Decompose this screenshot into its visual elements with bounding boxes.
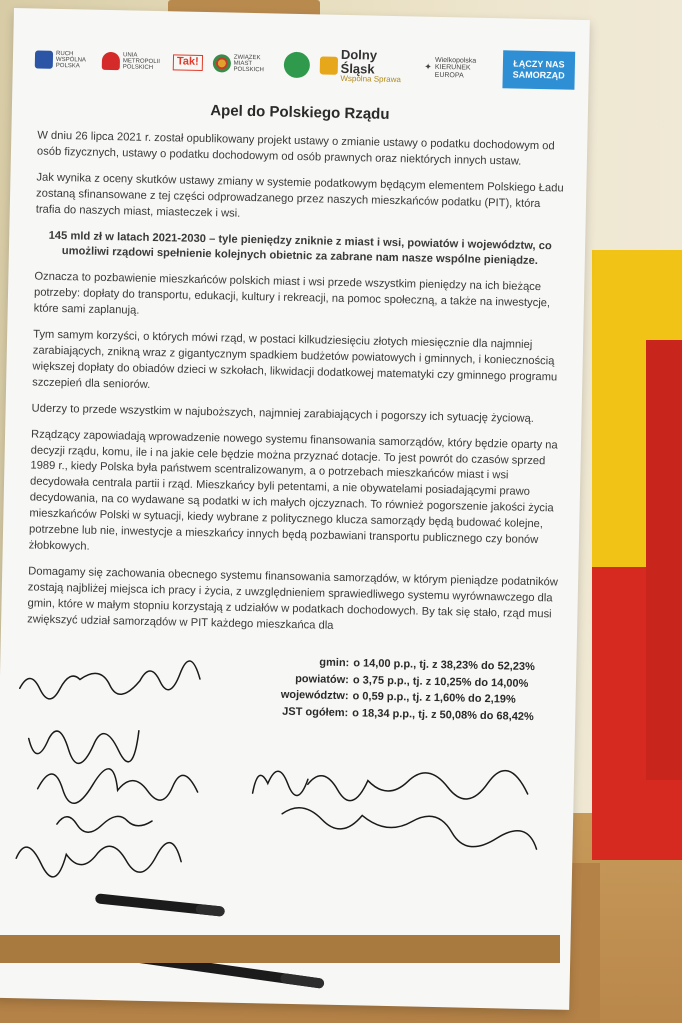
signature bbox=[282, 807, 538, 849]
signature bbox=[253, 771, 308, 796]
appeal-poster bbox=[0, 8, 590, 1010]
logo-label: Wielkopolska KIERUNEK EUROPA bbox=[434, 56, 477, 80]
signature bbox=[28, 728, 139, 764]
row-label: JST ogółem: bbox=[282, 705, 349, 719]
signature bbox=[20, 657, 201, 702]
paragraph-highlight: 145 mld zł w latach 2021-2030 – tyle pieniędzy zniknie z miast i wsi, powiatów i województw, co umożliwi rządowi spełnienie kolejnych obietnic za zabrane nam nasze wspólne pieniądze. bbox=[48, 229, 552, 268]
row-label: województw: bbox=[280, 688, 349, 703]
easel-tray bbox=[0, 935, 560, 963]
signature bbox=[16, 839, 182, 879]
flag-red-fold bbox=[646, 340, 682, 780]
logo-label: ZWIĄZEK MIAST POLSKICH bbox=[233, 54, 264, 74]
logo-label: Tak! bbox=[173, 55, 203, 71]
signatures bbox=[0, 8, 590, 1010]
paragraph: Oznacza to pozbawienie mieszkańców polskich miast i wsi przede wszystkim pieniędzy na ich bieżące potrzeby: dopłaty do transportu, edukacji, kultury i rekreacji, na pomoc społeczną, a także na inwestycje, które sami zaplanują. bbox=[33, 270, 551, 317]
page-title: Apel do Polskiego Rządu bbox=[210, 102, 390, 123]
paragraph: Jak wynika z oceny skutków ustawy zmiany w systemie podatkowym będącym elementem Polskiego Ładu zostaną sfinansowane z tej części odprowadzanego przez naszych mieszkańców podatku (PIT), która trafia do naszych miast, miasteczek i wsi. bbox=[35, 171, 564, 220]
paragraph: Tym samym korzyści, o których mówi rząd, w postaci kilkudziesięciu złotych miesięcznie dla najmniej zarabiających, znikną wraz z gigantycznym spadkiem budżetów powiatowych i gminnych, i koniecznością większej dopłaty do obiadów dzieci w szkołach, likwidacji dodatkowej matematyki czy gminnego programu szczepień dla seniorów. bbox=[32, 328, 558, 391]
flag bbox=[592, 250, 682, 860]
stars-icon: ✦ bbox=[424, 61, 432, 73]
laczy-nas-samorzad-box: ŁĄCZY NAS SAMORZĄD bbox=[502, 50, 575, 89]
paragraph: Rządzący zapowiadają wprowadzenie nowego systemu finansowania samorządów, który będzie oparty na decyzji rządu, komu, ile i na jakie cele będzie można przyznać dotacje. To jest powrót do czasów sprzed 1989 r., kiedy Polska była państwem scentralizowanym, a o potrzebach mieszkańców miast i wsi decydowała centrala partii i rząd. Mieszkańcy byli petentami, a nie obywatelami posiadającymi prawo decydowania, na co wydawane są podatki w ich małych ojczyznach. To również pogorszenie jakości życia mieszkańców Polski w sytuacji, kiedy wybrane z politycznego klucza samorządy będą budować kolejne, potrzebne lub nie, inwestycje a mieszkańcy innych będą pozbawiani transportu publicznego czy bonów żłobkowych. bbox=[28, 428, 558, 553]
signature bbox=[57, 815, 152, 833]
paragraph: W dniu 26 lipca 2021 r. został opublikowany projekt ustawy o zmianie ustawy o podatku dochodowym od osób fizycznych, ustawy o podatku dochodowym od osób prawnych oraz niektórych innych ustaw. bbox=[36, 129, 555, 168]
row-label: powiatów: bbox=[295, 672, 350, 686]
row-value: o 14,00 p.p., tj. z 38,23% do 52,23% bbox=[353, 657, 535, 674]
row-value: o 3,75 p.p., tj. z 10,25% do 14,00% bbox=[352, 673, 529, 690]
logo-label: UNIA METROPOLII POLSKICH bbox=[122, 51, 160, 72]
row-value: o 0,59 p.p., tj. z 1,60% do 2,19% bbox=[352, 690, 516, 706]
signature bbox=[37, 767, 198, 806]
logo-label: Dolny Śląsk Wspólna Sprawa bbox=[340, 47, 401, 85]
row-label: gmin: bbox=[319, 656, 350, 670]
paragraph: Uderzy to przede wszystkim w najuboższych, najmniej zarabiających i pogorszy ich sytuację życiową. bbox=[31, 402, 535, 425]
signature bbox=[307, 766, 528, 804]
paragraph: Domagamy się zachowania obecnego systemu finansowania samorządów, w którym pieniądze podatników zostają najbliżej miejsca ich pracy i życia, z uwzględnieniem sprawiedliwego systemu wyrównawczego dla gmin, które w małym stopniu korzystają z udziałów w podatkach dochodowych. By tak się stało, rząd musi zwiększyć udział samorządów w PIT każdego mieszkańca dla bbox=[27, 565, 559, 632]
row-value: o 18,34 p.p., tj. z 50,08% do 68,42% bbox=[352, 706, 534, 723]
logo-label: RUCH WSPÓLNA POLSKA bbox=[55, 50, 86, 70]
